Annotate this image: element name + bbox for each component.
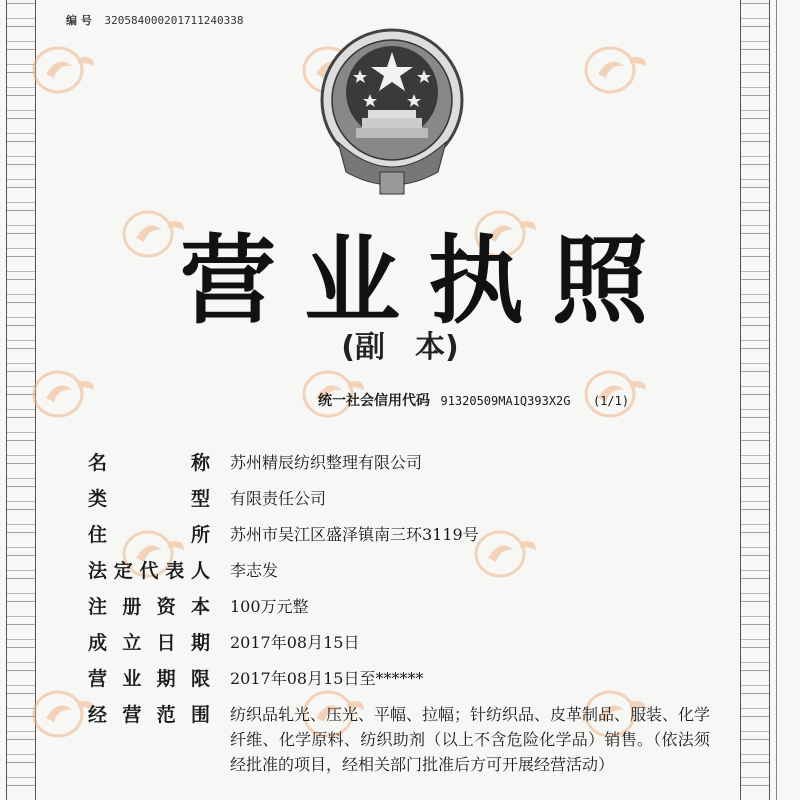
license-fields	[88, 450, 728, 777]
document-subtitle: (副 本)	[341, 330, 459, 365]
credit-code-value: 91320509MA1Q393X2G	[440, 394, 571, 408]
field-value: 2017年08月15日至******	[230, 669, 424, 688]
field-value: 纺织品轧光、压光、平幅、拉幅；针纺织品、皮革制品、服装、化学纤维、化学原料、纺织助剂（以上不含危险化学品）销售。（依法须经批准的项目，经相关部门批准后方可开展经营活动）	[230, 705, 711, 774]
field-value: 苏州市吴江区盛泽镇南三环3119号	[230, 525, 479, 544]
field-label: 成 立 日 期	[88, 632, 210, 654]
field-label: 法 定 代 表 人	[88, 560, 210, 582]
serial-label: 编 号	[66, 14, 92, 27]
field-legal-representative	[88, 558, 728, 594]
field-value: 李志发	[230, 561, 279, 580]
serial-number	[66, 12, 244, 28]
field-value: 100万元整	[230, 597, 309, 616]
field-business-term	[88, 666, 728, 702]
credit-code-label: 统一社会信用代码	[318, 393, 430, 409]
field-value: 有限责任公司	[230, 489, 327, 508]
document-title: 营业执照	[180, 225, 676, 337]
field-address	[88, 522, 728, 558]
watermark-logo-icon	[28, 44, 98, 96]
watermark-logo-icon	[28, 368, 98, 420]
field-establishment-date	[88, 630, 728, 666]
field-type	[88, 486, 728, 522]
field-label: 经 营 范 围	[88, 704, 210, 726]
credit-code-line	[318, 390, 629, 410]
field-label: 营 业 期 限	[88, 668, 210, 690]
field-name	[88, 450, 728, 486]
page-indicator: (1/1)	[592, 394, 630, 408]
field-registered-capital	[88, 594, 728, 630]
field-label: 类 型	[88, 488, 210, 510]
serial-value: 320584000201711240338	[104, 14, 244, 27]
field-value: 苏州精辰纺织整理有限公司	[230, 453, 423, 472]
field-label: 名 称	[88, 452, 210, 474]
field-label: 注 册 资 本	[88, 596, 210, 618]
decorative-border-right	[740, 0, 770, 800]
field-business-scope	[88, 702, 728, 777]
watermark-logo-icon	[580, 44, 650, 96]
national-emblem-icon	[318, 22, 466, 200]
field-label: 住 所	[88, 524, 210, 546]
field-value: 2017年08月15日	[230, 633, 360, 652]
